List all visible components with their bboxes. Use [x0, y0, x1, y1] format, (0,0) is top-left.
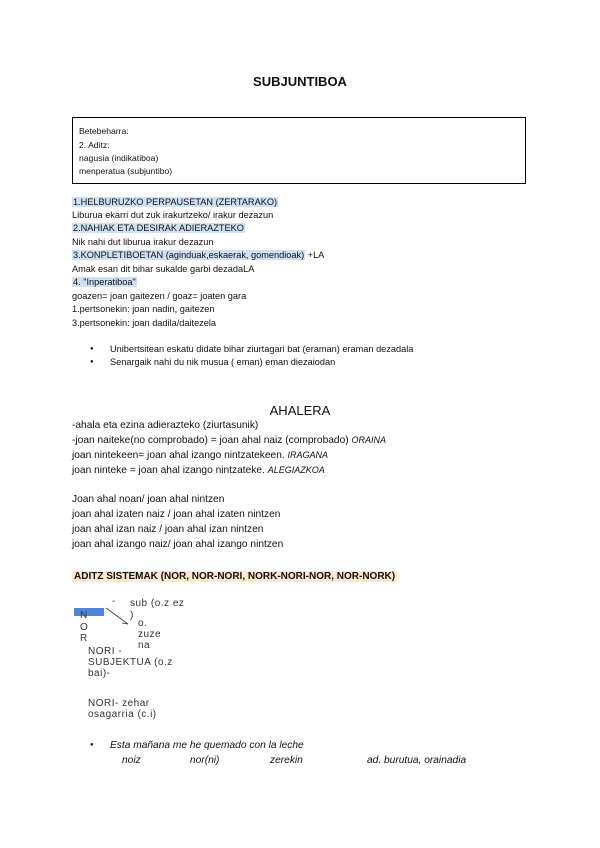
section-4-heading: 4. "Inperatiboa" [73, 277, 136, 287]
section-4-line: goazen= joan gaitezen / goaz= joaten gara [72, 291, 247, 301]
ahalera-line: joan ninteke = joan ahal izango nintzateke. [72, 465, 268, 476]
gloss-word: ad. burutua, orainadia [367, 755, 467, 766]
gloss-word: noiz [122, 755, 141, 766]
bullet-item: ● Esta mañana me he quemado con la leche [110, 740, 304, 751]
section-2-text: Nik nahi dut liburua irakur dezazun [72, 237, 214, 247]
task-box [72, 117, 526, 184]
box-line: nagusia (indikatiboa) [79, 153, 159, 163]
section-1-text: Liburua ekarri dut zuk irakurtzeko/ irakur dezazun [72, 210, 274, 220]
section-3-text: Amak esan dit bihar sukalde garbi dezadaLA [72, 264, 255, 274]
section-1-heading: 1.HELBURUZKO PERPAUSETAN (ZERTARAKO) [73, 197, 278, 207]
verb-system-diagram: - sub (o.z ez ) N O R o. zuze na NORI - SUBJEKTUA (o.z bai)- NORI- zehar osagarria (c.i) [74, 598, 234, 723]
example-line: Joan ahal noan/ joan ahal nintzen [72, 494, 225, 505]
section-3-heading: 3.KONPLETIBOETAN (aginduak,eskaerak, gomendioak) [73, 250, 305, 260]
aditz-heading: ADITZ SISTEMAK (NOR, NOR-NORI, NORK-NORI-NOR, NOR-NORK) [74, 571, 396, 582]
box-line: 2. Aditz: [79, 140, 110, 150]
section-3-suffix: +LA [305, 250, 325, 260]
ahalera-line: joan nintekeen= joan ahal izango nintzatekeen. [72, 450, 288, 461]
tense-tag: ORAINA [351, 435, 386, 445]
bullet-item: ● Senargaik nahi du nik musua ( eman) eman diezaiodan [110, 357, 335, 367]
gloss-word: zerekin [270, 755, 303, 766]
highlight-mark [74, 608, 104, 616]
section-4-line: 3.pertsonekin: joan dadila/daitezela [72, 318, 217, 328]
box-line: menperatua (subjuntibo) [79, 166, 173, 176]
example-line: joan ahal izan naiz / joan ahal izan nintzen [72, 524, 264, 535]
box-line: Betebeharra: [79, 126, 129, 136]
section-2-heading: 2.NAHIAK ETA DESIRAK ADIERAZTEKO [73, 223, 244, 233]
ahalera-heading: AHALERA [269, 403, 331, 418]
ahalera-line: -ahala eta ezina adierazteko (ziurtasunik) [72, 420, 259, 431]
gloss-word: nor(ni) [190, 755, 220, 766]
section-4-line: 1.pertsonekin: joan nadin, gaitezen [72, 304, 215, 314]
example-line: joan ahal izango naiz/ joan ahal izango nintzen [72, 539, 284, 550]
example-line: joan ahal izaten naiz / joan ahal izaten nintzen [72, 509, 281, 520]
tense-tag: ALEGIAZKOA [267, 465, 325, 475]
bullet-item: ● Unibertsitean eskatu didate bihar ziurtagari bat (eraman) eraman dezadala [110, 344, 413, 354]
page-title: SUBJUNTIBOA [253, 74, 347, 89]
ahalera-line: -joan naiteke(no comprobado) = joan ahal naiz (comprobado) [72, 435, 352, 446]
tense-tag: IRAGANA [287, 450, 329, 460]
